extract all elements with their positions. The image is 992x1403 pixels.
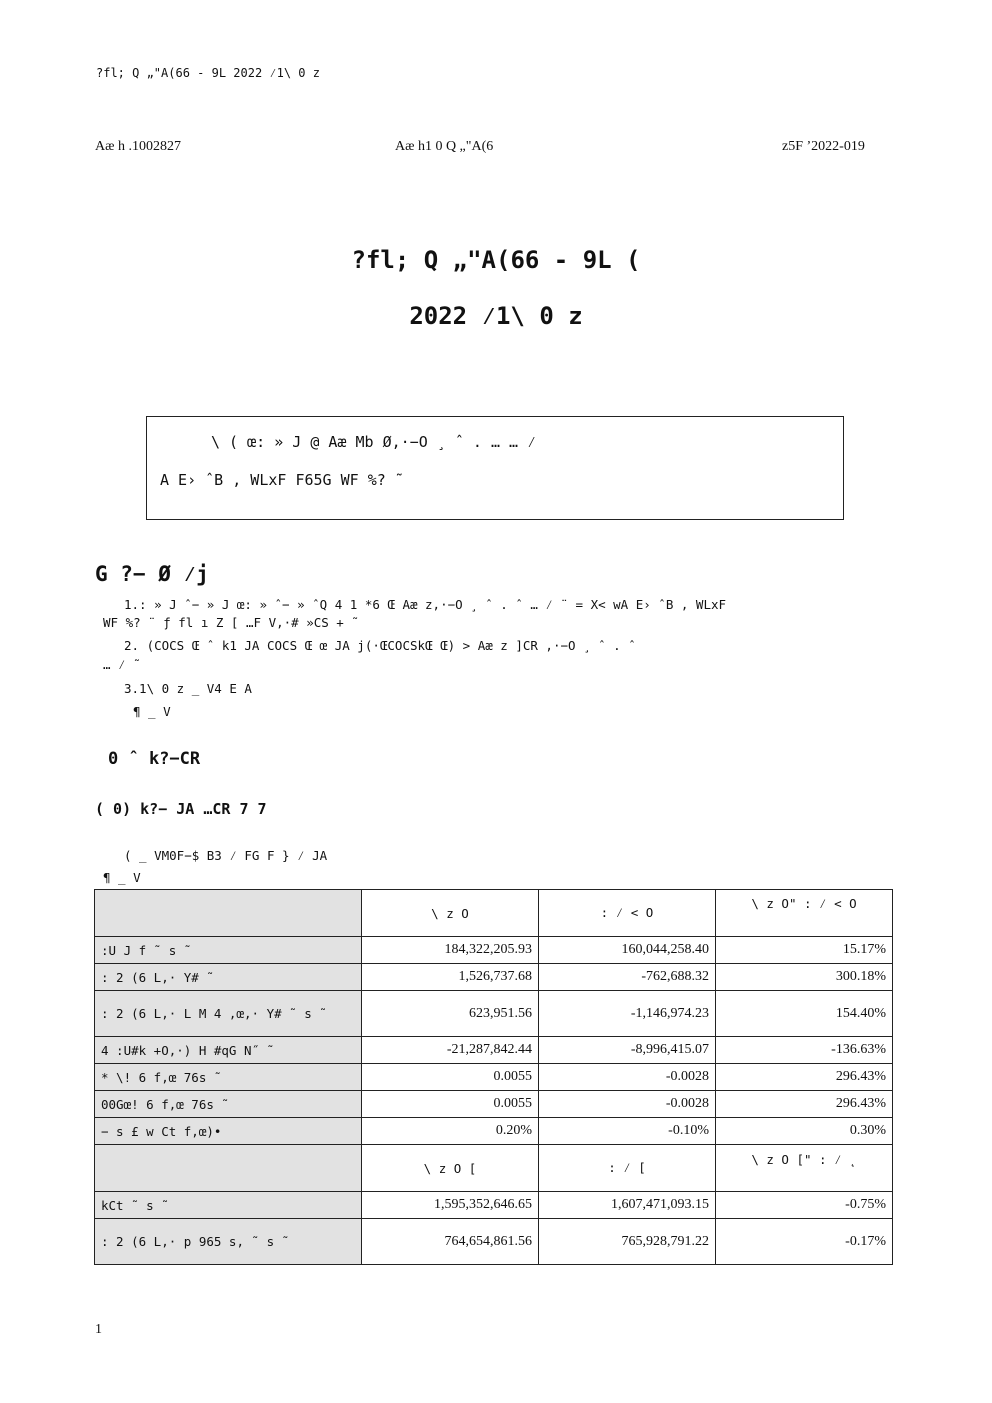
table-header-cell: \ z O [" : ⁄ ˛ bbox=[716, 1145, 893, 1192]
current-period-value: 623,951.56 bbox=[362, 991, 539, 1037]
table-header-cell: : ⁄ < O bbox=[539, 890, 716, 937]
section-heading-important: G ?− Ø ⁄j bbox=[95, 562, 209, 586]
row-label: : 2 (6 L,· L M 4 ,œ,· Y# ˜ s ˜ bbox=[95, 991, 362, 1037]
notice-line-2: A E› ˆB , WLxF F65G WF %? ˜ bbox=[160, 471, 404, 489]
table-header-row bbox=[95, 890, 893, 937]
change-percent: 300.18% bbox=[716, 964, 893, 991]
row-label: : 2 (6 L,· Y# ˜ bbox=[95, 964, 362, 991]
table-row bbox=[95, 1037, 893, 1064]
document-title: ?fl; Q „"A(66 - 9L ( bbox=[351, 246, 641, 274]
financial-data-table bbox=[94, 889, 893, 1265]
change-percent: 296.43% bbox=[716, 1091, 893, 1118]
table-row bbox=[95, 1219, 893, 1265]
notice-line-1: \ ( œ: » J @ Aæ Mb Ø,·−O ¸ ˆ . … … ⁄ bbox=[211, 433, 537, 451]
row-label: kCt ˜ s ˜ bbox=[95, 1192, 362, 1219]
change-percent: 0.30% bbox=[716, 1118, 893, 1145]
table-header-cell: \ z O bbox=[362, 890, 539, 937]
table-header-cell: : ⁄ [ bbox=[539, 1145, 716, 1192]
prior-period-value: -1,146,974.23 bbox=[539, 991, 716, 1037]
notice-box bbox=[146, 416, 844, 520]
table-row bbox=[95, 991, 893, 1037]
row-label: − s £ w Ct f,œ)• bbox=[95, 1118, 362, 1145]
current-period-end-value: 1,595,352,646.65 bbox=[362, 1192, 539, 1219]
table-row bbox=[95, 1192, 893, 1219]
table-row bbox=[95, 1091, 893, 1118]
row-label: 4 :U#k +O,·) H #qG N˝ ˜ bbox=[95, 1037, 362, 1064]
unit-note: ( _ VM0F−$ B3 ⁄ FG F } ⁄ JA bbox=[124, 848, 328, 863]
table-row bbox=[95, 1064, 893, 1091]
row-label: :U J f ˜ s ˜ bbox=[95, 937, 362, 964]
change-percent: 296.43% bbox=[716, 1064, 893, 1091]
change-percent: 154.40% bbox=[716, 991, 893, 1037]
running-header: ?fl; Q „"A(66 - 9L 2022 ⁄1\ 0 z bbox=[96, 66, 320, 80]
prior-year-end-value: 1,607,471,093.15 bbox=[539, 1192, 716, 1219]
paragraph-1-line-2: WF %? ¨ ƒ fl ı Z [ …F V,·# »CS + ˜ bbox=[103, 615, 359, 630]
prior-period-value: -8,996,415.07 bbox=[539, 1037, 716, 1064]
paragraph-2-line-2: … ⁄ ˜ bbox=[103, 657, 141, 672]
table-header-cell bbox=[95, 890, 362, 937]
paragraph-2-line-1: 2. (COCS Œ ˆ k1 JA COCS Œ œ JA j(·ŒCOCSkŒ Œ) > Aæ z ]CR ,·−O ¸ ˆ . ˆ bbox=[124, 638, 636, 653]
change-percent: 15.17% bbox=[716, 937, 893, 964]
current-period-value: 0.20% bbox=[362, 1118, 539, 1145]
table-header-row bbox=[95, 1145, 893, 1192]
change-percent: -136.63% bbox=[716, 1037, 893, 1064]
prior-period-value: -0.10% bbox=[539, 1118, 716, 1145]
document-subtitle: 2022 ⁄1\ 0 z bbox=[409, 302, 583, 330]
paragraph-1-line-1: 1.: » J ˆ− » J œ: » ˆ− » ˆQ 4 1 *6 Œ Aæ z,·−O ¸ ˆ . ˆ … ⁄ ¨ = X< wA E› ˆB , WLxF bbox=[124, 597, 727, 612]
table-header-cell: \ z O [ bbox=[362, 1145, 539, 1192]
page-number: 1 bbox=[95, 1322, 102, 1337]
table-header-cell bbox=[95, 1145, 362, 1192]
current-period-value: -21,287,842.44 bbox=[362, 1037, 539, 1064]
table-row bbox=[95, 964, 893, 991]
prior-period-value: -762,688.32 bbox=[539, 964, 716, 991]
current-period-value: 0.0055 bbox=[362, 1091, 539, 1118]
prior-period-value: 160,044,258.40 bbox=[539, 937, 716, 964]
company-abbreviation: Aæ h1 0 Q „"A(6 bbox=[395, 139, 494, 154]
prior-year-end-value: 765,928,791.22 bbox=[539, 1219, 716, 1265]
current-period-value: 0.0055 bbox=[362, 1064, 539, 1091]
paragraph-3: 3.1\ 0 z _ V4 E A bbox=[124, 681, 252, 696]
unit-note-2: ¶ _ V bbox=[103, 870, 141, 885]
section-heading-data: 0 ˆ k?−CR bbox=[108, 749, 201, 769]
table-row bbox=[95, 937, 893, 964]
change-percent: -0.17% bbox=[716, 1219, 893, 1265]
table-row bbox=[95, 1118, 893, 1145]
current-period-value: 184,322,205.93 bbox=[362, 937, 539, 964]
row-label: : 2 (6 L,· p 965 s, ˜ s ˜ bbox=[95, 1219, 362, 1265]
notice-number: z5F ’2022-019 bbox=[782, 139, 865, 154]
row-label: * \! 6 f,œ 76s ˜ bbox=[95, 1064, 362, 1091]
subsection-heading: ( 0) k?− JA …CR 7 7 bbox=[95, 800, 267, 818]
row-label: 00Gœ! 6 f,œ 76s ˜ bbox=[95, 1091, 362, 1118]
current-period-value: 1,526,737.68 bbox=[362, 964, 539, 991]
paragraph-4: ¶ _ V bbox=[133, 704, 171, 719]
prior-period-value: -0.0028 bbox=[539, 1091, 716, 1118]
prior-period-value: -0.0028 bbox=[539, 1064, 716, 1091]
current-period-end-value: 764,654,861.56 bbox=[362, 1219, 539, 1265]
table-header-cell: \ z O" : ⁄ < O bbox=[716, 890, 893, 937]
change-percent: -0.75% bbox=[716, 1192, 893, 1219]
company-code: Aæ h .1002827 bbox=[95, 139, 181, 154]
